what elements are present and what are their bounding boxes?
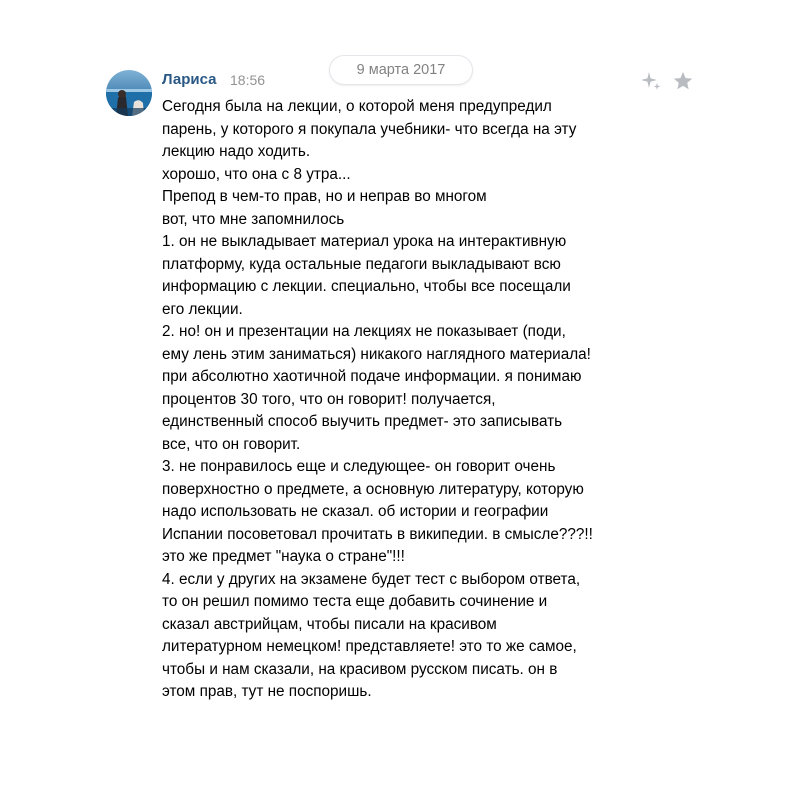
message-line: литературном немецком! представляете! это то же самое, [162,638,577,655]
message-line: хорошо, что она с 8 утра... [162,165,351,183]
message-line: 3. не понравилось еще и следующее- он говорит очень [162,458,556,475]
avatar-photo [106,70,152,116]
message-line: при абсолютно хаотичной подаче информации. я понимаю [162,368,582,385]
message-line: его лекции. [162,300,243,318]
message-line: это же предмет "наука о стране"!!! [162,548,405,565]
message-line: все, что он говорит. [162,435,301,453]
message-line: 1. он не выкладывает материал урока на интерактивную [162,233,567,250]
message-line: поверхностно о предмете, а основную литературу, которую [162,480,584,498]
message-line: надо использовать не сказал. об истории и географии [162,503,549,520]
message-line: единственный способ выучить предмет- это записывать [162,413,563,430]
message-line: информацию с лекции. специально, чтобы все посещали [162,278,571,295]
message-line: процентов 30 того, что он говорит! получается, [162,390,496,408]
author-name-link[interactable]: Лариса [162,71,217,88]
message-line: Препод в чем-то прав, но и неправ во многом [162,188,487,205]
message-line: Сегодня была на лекции, о которой меня предупредил [162,98,552,115]
message-line: платформу, куда остальные педагоги выкладывают всю [162,255,561,273]
message-line: вот, что мне запомнилось [162,210,345,228]
message-line: лекцию надо ходить. [162,143,311,160]
message-line: парень, у которого я покупала учебники- что всегда на эту [162,120,577,138]
avatar[interactable] [106,70,152,116]
message-line: ему лень этим заниматься) никакого наглядного материала! [162,345,591,363]
message-line: 2. но! он и презентации на лекциях не показывает (поди, [162,323,566,340]
message-time[interactable]: 18:56 [230,72,266,88]
sparkle-icon[interactable] [640,70,662,92]
date-separator: 9 марта 2017 [330,56,472,84]
message-line: то он решил помимо теста еще добавить сочинение и [162,593,548,610]
message-line: сказал австрийцам, чтобы писали на красивом [162,615,497,633]
message-text [162,96,682,704]
message-actions [640,70,696,94]
star-icon[interactable] [672,70,694,92]
message-line: чтобы и нам сказали, на красивом русском писать. он в [162,660,558,678]
message-line: этом прав, тут не поспоришь. [162,683,372,700]
message-line: 4. если у других на экзамене будет тест с выбором ответа, [162,570,581,588]
message-line: Испании посоветовал прочитать в википедии. в смысле???!! [162,525,593,543]
